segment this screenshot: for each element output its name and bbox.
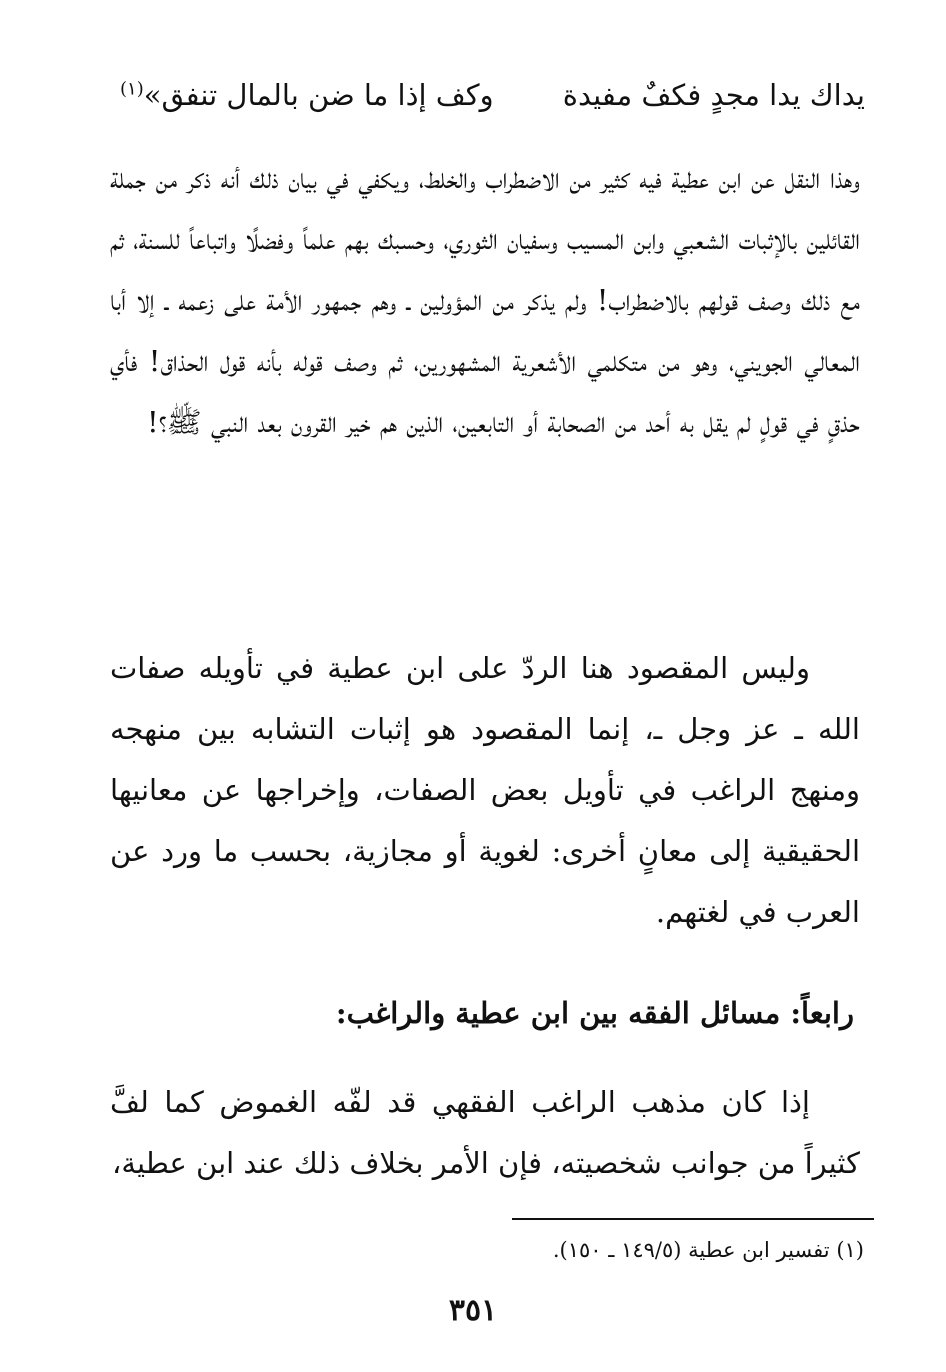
page-number: ٣٥١ bbox=[448, 1293, 498, 1328]
paragraph-criticism: وهذا النقل عن ابن عطية فيه كثير من الاضطراب والخلط، ويكفي في بيان ذلك أنه ذكر من جملة القائلين بالإثبات الشعبي وابن المسيب وسفيان الثوري، وحسبك بهم علماً وفضلًا واتباعاً للسنة، ثم مع ذلك وصف قولهم بالاضطراب! ولم يذكر من المؤولين ـ وهم جمهور الأمة على زعمه ـ إلا أبا المعالي الجويني، وهو من متكلمي الأشعرية المشهورين، ثم وصف قوله بأنه قول الحذاق! فأي حذقٍ في قولٍ لم يقل به أحد من الصحابة أو التابعين، الذين هم خير القرون بعد النبي ﷺ؟! bbox=[110, 161, 860, 439]
section-heading: رابعاً: مسائل الفقه بين ابن عطية والراغب: bbox=[335, 996, 854, 1030]
paragraph-fiqh: إذا كان مذهب الراغب الفقهي قد لفّه الغموض كما لفَّ كثيراً من جوانب شخصيته، فإن الأمر بخلاف ذلك عند ابن عطية، bbox=[110, 1085, 860, 1180]
verse-second-hemistich-wrap bbox=[120, 70, 494, 120]
footnote-divider bbox=[512, 1218, 874, 1220]
verse-second-hemistich: وكف إذا ما ضن بالمال تنفق» bbox=[143, 78, 494, 112]
footnote-reference-marker[interactable]: (١) bbox=[120, 78, 144, 100]
verse-first-hemistich: يداك يدا مجدٍ فكفٌ مفيدة bbox=[562, 78, 865, 112]
paragraph-purpose: وليس المقصود هنا الردّ على ابن عطية في تأويله صفات الله ـ عز وجل ـ، إنما المقصود هو إثبات التشابه بين منهجه ومنهج الراغب في تأويل بعض الصفات، وإخراجها عن معانيها الحقيقية إلى معانٍ أخرى: لغوية أو مجازية، بحسب ما ورد عن العرب في لغتهم. bbox=[110, 651, 860, 929]
footnote-text: (١) تفسير ابن عطية (١٤٩/٥ ـ ١٥٠). bbox=[552, 1238, 864, 1262]
poetry-verse bbox=[120, 70, 865, 120]
